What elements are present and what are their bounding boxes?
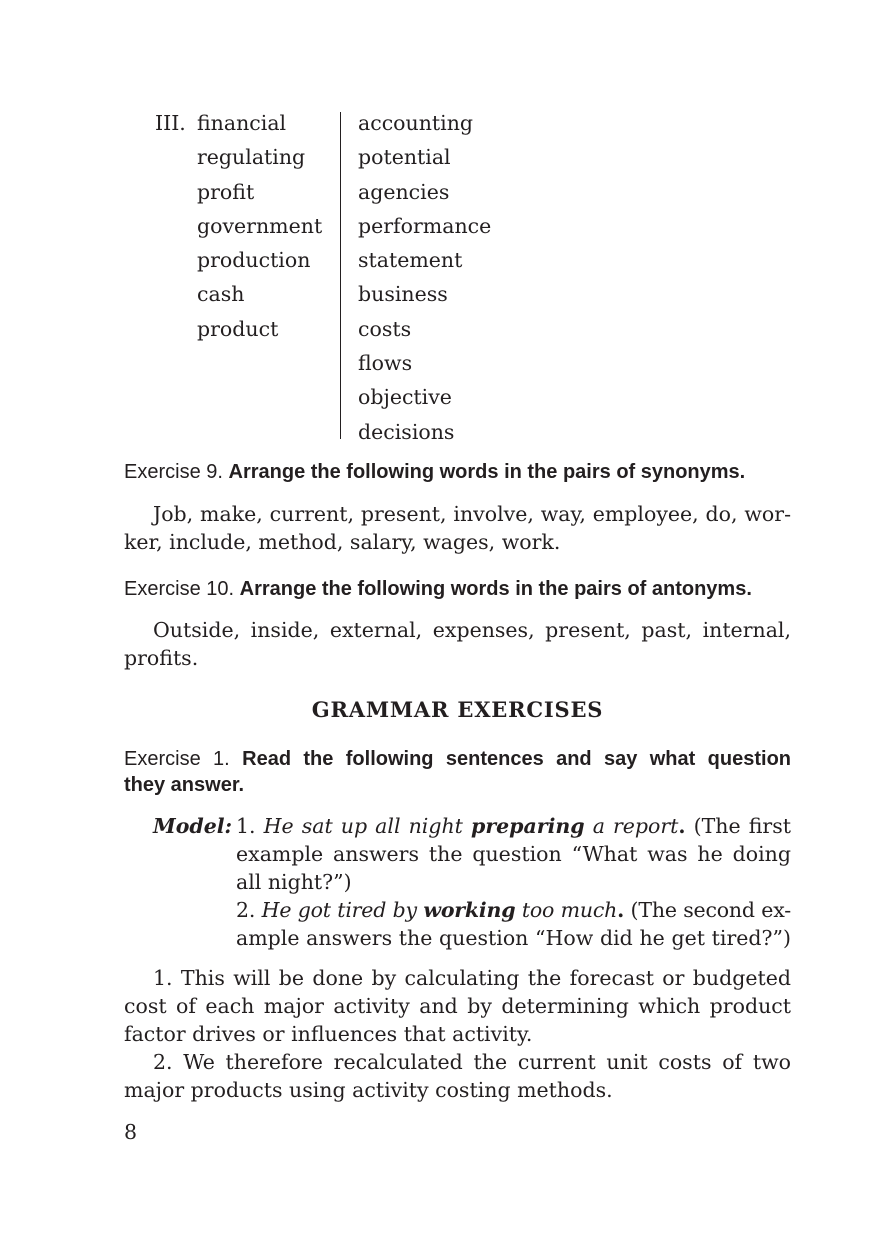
right-word: performance [358, 213, 492, 238]
example-gerund: preparing [470, 814, 585, 838]
example-period: . [678, 814, 686, 838]
example-comment: (The first [693, 814, 791, 838]
exercise-instruction: Arrange the following words in the pairs of synonyms. [228, 461, 746, 483]
sentence-line: major products using activity costing methods. [124, 1078, 613, 1102]
example-gerund: working [423, 898, 516, 922]
right-word: decisions [358, 419, 455, 444]
model-example-line [236, 896, 791, 924]
right-word: objective [358, 385, 452, 410]
sentence-line: factor drives or influences that activity. [124, 1022, 533, 1046]
model-label: Model: [153, 814, 233, 838]
exercise-sentences [124, 964, 791, 1104]
sentence-line: 1. This will be done by calculating the forecast or budgeted [153, 966, 791, 990]
example-sentence: He sat up all night [263, 814, 463, 838]
model-comment-line: ample answers the question “How did he get tired?”) [236, 926, 791, 950]
exercise-label: Exercise 10. [124, 578, 235, 600]
left-word: government [197, 213, 323, 238]
model-comment-line: all night?”) [236, 870, 352, 894]
exercise-label: Exercise 9. [124, 461, 223, 483]
left-word: production [197, 248, 311, 273]
text-line: profits. [124, 646, 199, 670]
model-comment-line: example answers the question “What was he doing [236, 842, 791, 866]
text-line: Job, make, current, present, involve, way, employee, do, wor- [153, 502, 791, 526]
exercise-10-word-list [124, 616, 791, 672]
word-matching-table [0, 106, 869, 451]
example-sentence: too much [521, 898, 618, 922]
exercise-instruction: Arrange the following words in the pairs of antonyms. [239, 578, 752, 600]
left-word: financial [197, 111, 287, 135]
example-number: 2. [236, 898, 256, 922]
right-word: accounting [358, 111, 474, 135]
example-comment: (The second ex- [630, 898, 791, 922]
right-word: business [358, 282, 448, 307]
right-word: potential [358, 145, 451, 170]
exercise-10-heading [124, 576, 791, 602]
example-number: 1. [236, 814, 256, 838]
exercise-9-heading [124, 459, 791, 485]
section-numeral: III. [155, 111, 186, 135]
exercise-9-word-list [124, 500, 791, 556]
right-word: costs [358, 316, 412, 341]
grammar-exercise-1-heading [124, 746, 791, 798]
example-sentence: a report [592, 814, 679, 838]
exercise-label: Exercise 1. [124, 748, 230, 770]
text-line: ker, include, method, salary, wages, work. [124, 530, 561, 554]
left-word-column [197, 106, 322, 346]
section-heading: GRAMMAR EXERCISES [311, 697, 604, 722]
example-period: . [617, 898, 625, 922]
exercise-instruction: they answer. [124, 774, 245, 796]
right-word: agencies [358, 179, 450, 204]
right-word: statement [358, 248, 463, 273]
heading-line [124, 746, 791, 772]
model-examples [236, 812, 791, 952]
left-word: cash [197, 282, 245, 307]
text-line: Outside, inside, external, expenses, present, past, internal, [153, 618, 791, 642]
column-divider [340, 112, 341, 439]
sentence-line: 2. We therefore recalculated the current unit costs of two [153, 1050, 791, 1074]
model-example-line [236, 812, 791, 840]
right-word-column [358, 106, 491, 449]
example-sentence: He got tired by [261, 898, 417, 922]
exercise-instruction: Read the following sentences and say what question [242, 748, 792, 770]
left-word: regulating [197, 145, 306, 170]
left-word: profit [197, 179, 255, 204]
right-word: flows [358, 351, 413, 376]
left-word: product [197, 316, 279, 341]
sentence-line: cost of each major activity and by determining which product [124, 994, 791, 1018]
page-number: 8 [124, 1120, 138, 1144]
model-example-block [0, 812, 869, 957]
